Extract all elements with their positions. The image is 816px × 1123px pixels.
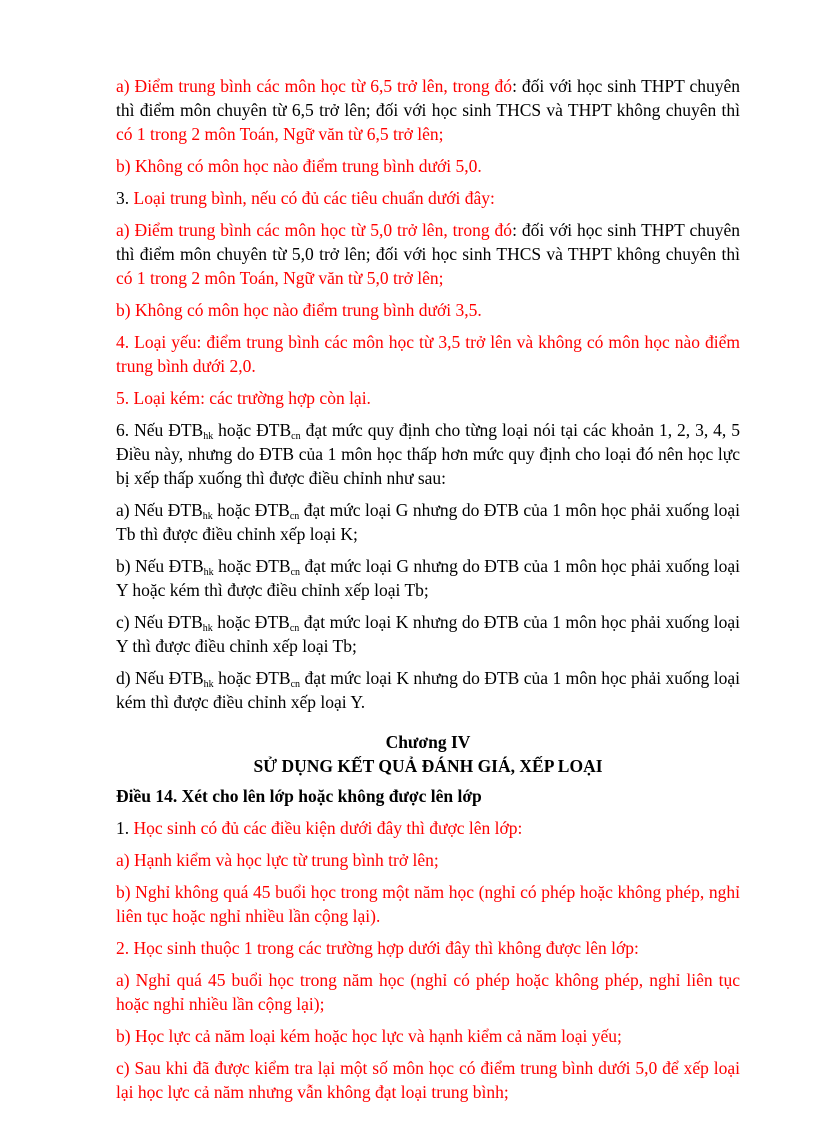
text: đạt mức loại K nhưng do ĐTB của 1 môn học phải xuống loại kém thì được điều chỉnh xếp loại Y. (116, 668, 740, 712)
text: a) Nếu ĐTB (116, 500, 203, 520)
paragraph-khong-len-lop-a: a) Nghỉ quá 45 buổi học trong năm học (nghỉ có phép hoặc không phép, nghỉ liên tục hoặc nghỉ nhiều lần cộng lại); (116, 970, 740, 1014)
paragraph-trung-binh-b: b) Không có môn học nào điểm trung bình dưới 3,5. (116, 300, 482, 320)
article-title: Điều 14. Xét cho lên lớp hoặc không được lên lớp (116, 786, 482, 806)
subscript: cn (289, 511, 300, 522)
text: đạt mức loại G nhưng do ĐTB của 1 môn học phải xuống loại Y hoặc kém thì được điều chỉnh xếp loại Tb; (116, 556, 740, 600)
subscript: cn (291, 431, 301, 442)
paragraph-len-lop (116, 816, 740, 840)
paragraph-dieu-chinh-c (116, 610, 740, 658)
paragraph-gioi-b: b) Không có môn học nào điểm trung bình dưới 5,0. (116, 156, 482, 176)
text: c) Nếu ĐTB (116, 612, 203, 632)
text-black: : đối với học sinh THPT chuyên thì điểm môn chuyên từ 6,5 trở lên; đối với học sinh THCS và THPT không chuyên thì (116, 76, 740, 120)
paragraph-dieu-chinh-a (116, 498, 740, 546)
subscript: cn (290, 567, 301, 578)
paragraph-dieu-chinh (116, 418, 740, 490)
document-page (116, 74, 740, 1112)
paragraph-loai-yeu: 4. Loại yếu: điểm trung bình các môn học từ 3,5 trở lên và không có môn học nào điểm trung bình dưới 2,0. (116, 332, 740, 376)
paragraph-loai-kem: 5. Loại kém: các trường hợp còn lại. (116, 388, 371, 408)
text: đạt mức loại K nhưng do ĐTB của 1 môn học phải xuống loại Y thì được điều chỉnh xếp loại Tb; (116, 612, 740, 656)
text-red: a) Điểm trung bình các môn học từ 6,5 trở lên, trong đó (116, 76, 513, 96)
paragraph-gioi-a (116, 74, 740, 146)
text: hoặc ĐTB (213, 668, 291, 688)
chapter-title: Chương IV (385, 732, 471, 752)
text: hoặc ĐTB (212, 612, 290, 632)
chapter-subtitle: SỬ DỤNG KẾT QUẢ ĐÁNH GIÁ, XẾP LOẠI (253, 756, 603, 776)
text-black: : đối với học sinh THPT chuyên thì điểm môn chuyên từ 5,0 trở lên; đối với học sinh THCS và THPT không chuyên thì (116, 220, 740, 264)
text-red: Loại trung bình, nếu có đủ các tiêu chuẩn dưới đây: (133, 188, 495, 208)
subscript: hk (203, 567, 214, 578)
subscript: cn (290, 679, 301, 690)
paragraph-khong-len-lop: 2. Học sinh thuộc 1 trong các trường hợp dưới đây thì không được lên lớp: (116, 938, 639, 958)
text: đạt mức quy định cho từng loại nói tại các khoản 1, 2, 3, 4, 5 Điều này, nhưng do ĐTB của 1 môn học thấp hơn mức quy định cho loại đó nên học lực bị xếp thấp xuống thì được điều chỉnh như sau: (116, 420, 741, 488)
paragraph-khong-len-lop-c: c) Sau khi đã được kiểm tra lại một số môn học có điểm trung bình dưới 5,0 để xếp loại lại học lực cả năm nhưng vẫn không đạt loại trung bình; (116, 1058, 740, 1102)
text-red: có 1 trong 2 môn Toán, Ngữ văn từ 5,0 trở lên; (116, 268, 444, 288)
paragraph-trung-binh (116, 186, 740, 210)
text: b) Nếu ĐTB (116, 556, 204, 576)
paragraph-dieu-chinh-d (116, 666, 740, 714)
paragraph-trung-binh-a (116, 218, 740, 290)
text-red: có 1 trong 2 môn Toán, Ngữ văn từ 6,5 trở lên; (116, 124, 444, 144)
paragraph-len-lop-b: b) Nghỉ không quá 45 buổi học trong một năm học (nghỉ có phép hoặc không phép, nghỉ liên tục hoặc nghỉ nhiều lần cộng lại). (116, 882, 740, 926)
text: d) Nếu ĐTB (116, 668, 204, 688)
paragraph-len-lop-a: a) Hạnh kiểm và học lực từ trung bình trở lên; (116, 850, 439, 870)
text-black: 3. (116, 188, 134, 208)
subscript: cn (289, 623, 300, 634)
text: hoặc ĐTB (213, 556, 291, 576)
text: đạt mức loại G nhưng do ĐTB của 1 môn học phải xuống loại Tb thì được điều chỉnh xếp loại K; (116, 500, 740, 544)
chapter-heading (116, 730, 740, 778)
text: hoặc ĐTB (213, 420, 292, 440)
paragraph-khong-len-lop-b: b) Học lực cả năm loại kém hoặc học lực và hạnh kiểm cả năm loại yếu; (116, 1026, 622, 1046)
text: hoặc ĐTB (212, 500, 290, 520)
text: 6. Nếu ĐTB (116, 420, 204, 440)
subscript: hk (202, 623, 213, 634)
text-red: a) Điểm trung bình các môn học từ 5,0 trở lên, trong đó (116, 220, 513, 240)
subscript: hk (203, 679, 214, 690)
subscript: hk (203, 431, 214, 442)
subscript: hk (202, 511, 213, 522)
text-red: Học sinh có đủ các điều kiện dưới đây thì được lên lớp: (133, 818, 523, 838)
paragraph-dieu-chinh-b (116, 554, 740, 602)
text-black: 1. (116, 818, 134, 838)
